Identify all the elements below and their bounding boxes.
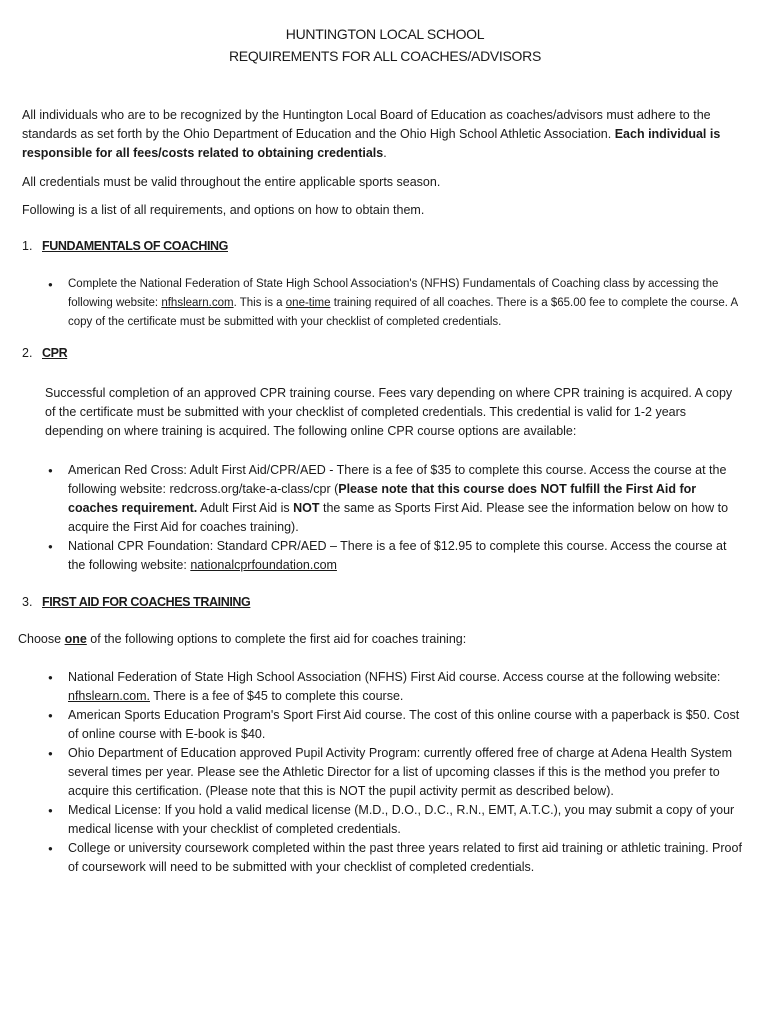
section-1-number: 1. xyxy=(22,239,33,253)
red-cross-warning: Please note that this course does NOT fulfill the First Aid for coaches requirement. xyxy=(68,482,697,515)
section-3-title: FIRST AID FOR COACHES TRAINING xyxy=(42,595,251,609)
bullet-text: American Red Cross: Adult First Aid/CPR/AED - There is a fee of $35 to complete this course. Access the course at the following website: redcross.org/take-a-class/cpr ( xyxy=(68,463,727,496)
intro-responsibility-note: Each individual is responsible for all fees/costs related to obtaining credentials xyxy=(22,127,721,160)
list-item: ● American Sports Education Program's Sport First Aid course. The cost of this online course with a paperback is $50. Cost of online course with E-book is $40. xyxy=(48,706,744,744)
section-3-number: 3. xyxy=(22,595,33,609)
list-item xyxy=(48,537,744,575)
list-item xyxy=(48,275,738,332)
list-item: ● Medical License: If you hold a valid medical license (M.D., D.O., D.C., R.N., EMT, A.T.C.), you may submit a copy of your medical license with your checklist of completed credentials. xyxy=(48,801,744,839)
section-2-list xyxy=(48,461,744,575)
cpr-paragraph: Successful completion of an approved CPR training course. Fees vary depending on where CPR training is acquired. A copy of the certificate must be submitted with your checklist of completed credentials. This credential is valid for 1-2 years depending on where training is acquired. The following online CPR course options are available: xyxy=(45,386,733,438)
document-subtitle: REQUIREMENTS FOR ALL COACHES/ADVISORS xyxy=(228,48,541,64)
section-2-number: 2. xyxy=(22,346,33,360)
list-item: ● College or university coursework completed within the past three years related to first aid training or athletic training. Proof of coursework will need to be submitted with your checklist of completed credentials. xyxy=(48,839,744,877)
bullet-text: Adult First Aid is xyxy=(197,501,290,515)
section-3-heading xyxy=(22,595,250,609)
section-2-title: CPR xyxy=(42,346,68,360)
bullet-text: . This is a xyxy=(233,297,283,309)
one-emphasis: one xyxy=(64,632,87,646)
list-item xyxy=(48,668,744,706)
bullet-text: There is a fee of $45 to complete this course. xyxy=(149,689,404,703)
bullet-text: training required of all coaches. There is a $65.00 fee to complete the course. A copy of the certificate must be submitted with your checklist of completed credentials. xyxy=(68,297,738,328)
intro-period: . xyxy=(383,146,387,160)
bullet-text: National CPR Foundation: Standard CPR/AED – There is a fee of $12.95 to complete this course. Access the course at the following website: xyxy=(68,539,727,572)
section-1-title: FUNDAMENTALS OF COACHING xyxy=(42,239,228,253)
choose-one-instruction xyxy=(18,630,738,649)
section-1-list xyxy=(48,275,738,332)
section-3-list xyxy=(48,668,744,877)
bullet-text: National Federation of State High School Association (NFHS) First Aid course. Access course at the following website: xyxy=(68,670,721,684)
list-item xyxy=(48,461,744,537)
nfhslearn-link[interactable]: nfhslearn.com xyxy=(161,297,234,309)
section-1-heading xyxy=(22,239,228,253)
nfhslearn-link-2[interactable]: nfhslearn.com. xyxy=(68,689,150,703)
choose-text: of the following options to complete the first aid for coaches training: xyxy=(90,632,467,646)
requirements-list-intro: Following is a list of all requirements, and options on how to obtain them. xyxy=(22,203,425,217)
intro-paragraph xyxy=(22,106,740,163)
list-item: ● Ohio Department of Education approved Pupil Activity Program: currently offered free of charge at Adena Health System several times per year. Please see the Athletic Director for a list of upcoming classes if this is the method you prefer to acquire this certification. (Please note that this is NOT the pupil activity permit as described below). xyxy=(48,744,744,801)
choose-text: Choose xyxy=(18,632,62,646)
intro-text: All individuals who are to be recognized by the Huntington Local Board of Education as coaches/advisors must adhere to the standards as set forth by the Ohio Department of Education and the Ohio High School Athletic Association. xyxy=(22,108,711,141)
document-title: HUNTINGTON LOCAL SCHOOL xyxy=(285,26,485,42)
bullet-text: the same as Sports First Aid. Please see the information below on how to acquire the First Aid for coaches training). xyxy=(68,501,729,534)
not-emphasis: NOT xyxy=(293,501,320,515)
nationalcprfoundation-link[interactable]: nationalcprfoundation.com xyxy=(190,558,337,572)
bullet-text: Complete the National Federation of State High School Association's (NFHS) Fundamentals of Coaching class by accessing the following website: xyxy=(68,278,719,309)
credentials-valid-note: All credentials must be valid throughout the entire applicable sports season. xyxy=(22,175,441,189)
one-time-text: one-time xyxy=(285,297,331,309)
section-2-heading xyxy=(22,346,67,360)
